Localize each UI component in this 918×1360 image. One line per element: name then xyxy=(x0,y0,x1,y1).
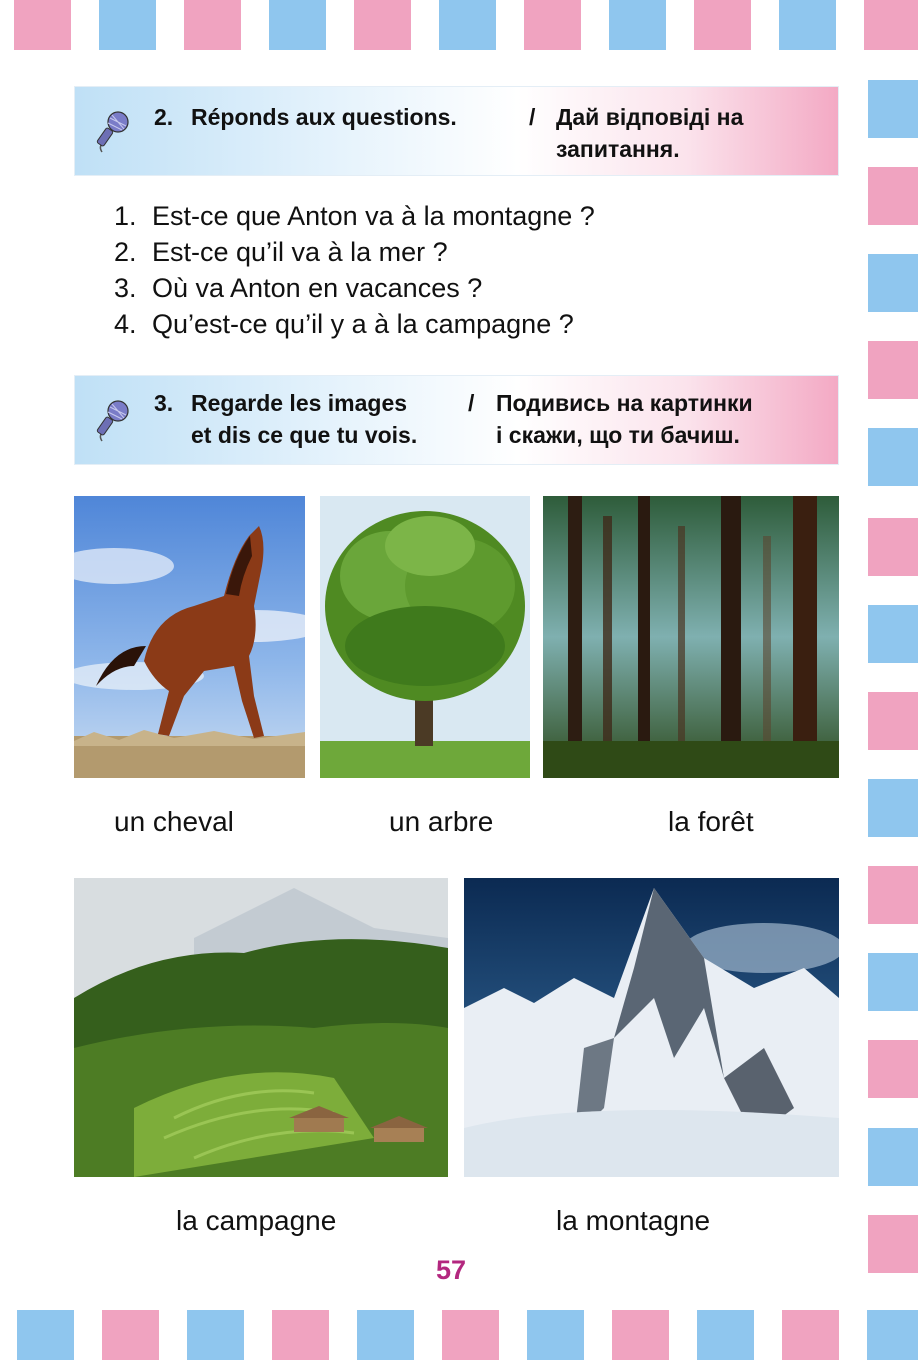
list-item xyxy=(114,234,595,270)
exercise-number: 3. xyxy=(154,390,174,416)
border-square xyxy=(527,1310,584,1360)
border-square xyxy=(868,518,918,576)
page-number: 57 xyxy=(436,1255,467,1285)
picture-caption: la campagne xyxy=(176,1205,337,1236)
border-square xyxy=(609,0,666,50)
title-separator: / xyxy=(468,390,475,416)
list-item xyxy=(114,270,595,306)
exercise-title-uk-line2: запитання. xyxy=(556,136,680,162)
border-square xyxy=(868,254,918,312)
exercise-title-fr: Regarde les images xyxy=(191,390,408,416)
exercise-title-uk: Подивись на картинки xyxy=(496,390,753,416)
border-square xyxy=(269,0,326,50)
list-item xyxy=(114,306,595,342)
picture-caption: un cheval xyxy=(114,806,234,837)
border-square xyxy=(14,0,71,50)
question-text: Est-ce que Anton va à la montagne ? xyxy=(152,201,595,231)
question-number: 4. xyxy=(114,309,137,339)
border-square xyxy=(867,1310,918,1360)
border-square xyxy=(187,1310,244,1360)
border-square xyxy=(102,1310,159,1360)
border-square xyxy=(99,0,156,50)
border-square xyxy=(694,0,751,50)
border-square xyxy=(868,692,918,750)
tree-photo xyxy=(320,496,530,778)
border-square xyxy=(868,167,918,225)
question-number: 3. xyxy=(114,273,137,303)
forest-photo xyxy=(543,496,839,778)
border-square xyxy=(697,1310,754,1360)
border-square xyxy=(868,1128,918,1186)
border-square xyxy=(354,0,411,50)
question-text: Qu’est-ce qu’il y a à la campagne ? xyxy=(152,309,574,339)
microphone-icon xyxy=(96,399,132,443)
horse-photo xyxy=(74,496,305,778)
border-square xyxy=(272,1310,329,1360)
exercise-number: 2. xyxy=(154,104,174,130)
border-square xyxy=(868,428,918,486)
border-square xyxy=(868,866,918,924)
border-square xyxy=(864,0,918,50)
question-text: Est-ce qu’il va à la mer ? xyxy=(152,237,448,267)
border-square xyxy=(868,1040,918,1098)
border-square xyxy=(524,0,581,50)
border-square xyxy=(779,0,836,50)
picture-caption: la forêt xyxy=(668,806,754,837)
title-separator: / xyxy=(529,104,536,130)
question-text: Où va Anton en vacances ? xyxy=(152,273,483,303)
border-square xyxy=(612,1310,669,1360)
question-number: 2. xyxy=(114,237,137,267)
border-square xyxy=(868,779,918,837)
border-square xyxy=(868,605,918,663)
border-square xyxy=(868,80,918,138)
microphone-icon xyxy=(96,110,132,154)
picture-caption: la montagne xyxy=(556,1205,711,1236)
border-square xyxy=(184,0,241,50)
border-square xyxy=(868,341,918,399)
exercise-2-banner xyxy=(74,86,839,176)
border-square xyxy=(439,0,496,50)
exercise-title-fr: Réponds aux questions. xyxy=(191,104,457,130)
mountain-photo xyxy=(464,878,839,1177)
border-square xyxy=(868,1215,918,1273)
border-square xyxy=(442,1310,499,1360)
picture-caption: un arbre xyxy=(389,806,494,837)
exercise-title-uk: Дай відповіді на xyxy=(556,104,744,130)
question-number: 1. xyxy=(114,201,137,231)
countryside-photo xyxy=(74,878,448,1177)
border-square xyxy=(782,1310,839,1360)
exercise-title-fr-line2: et dis ce que tu vois. xyxy=(191,422,418,448)
border-square xyxy=(17,1310,74,1360)
exercise-title-uk-line2: і скажи, що ти бачиш. xyxy=(496,422,740,448)
border-square xyxy=(357,1310,414,1360)
question-list xyxy=(114,198,595,342)
border-square xyxy=(868,953,918,1011)
exercise-3-banner xyxy=(74,375,839,465)
list-item xyxy=(114,198,595,234)
